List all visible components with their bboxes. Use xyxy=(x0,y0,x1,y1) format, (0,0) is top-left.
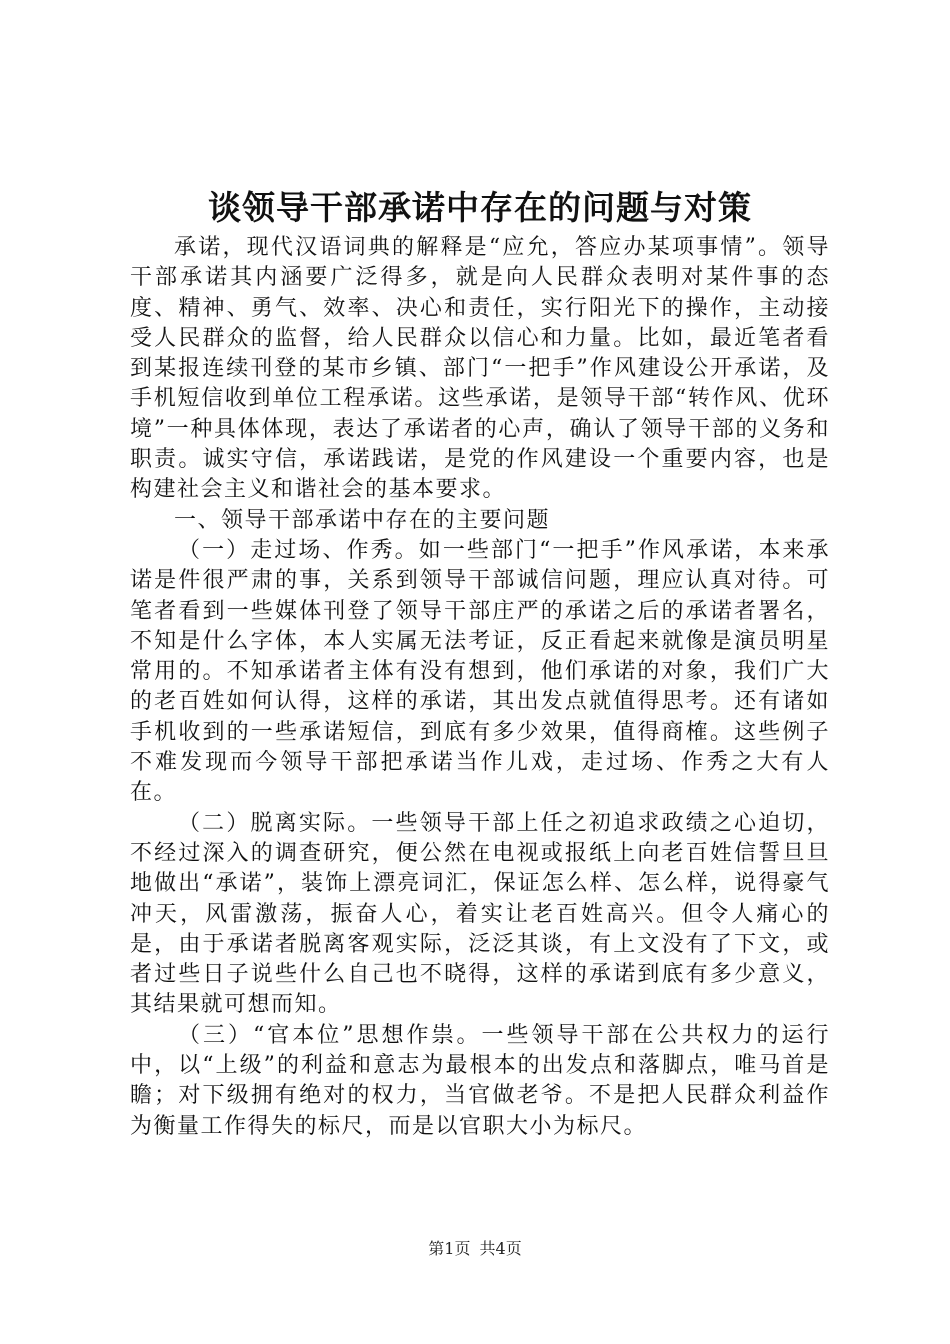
paragraph-problem-3: （三）“官本位”思想作祟。一些领导干部在公共权力的运行中，以“上级”的利益和意志为最根本的出发点和落脚点，唯马首是瞻；对下级拥有绝对的权力，当官做老爷。不是把人民群众利益作为衡量工作得失的标尺，而是以官职大小为标尺。 xyxy=(130,1022,830,1139)
document-body xyxy=(130,233,830,1142)
document-page xyxy=(130,0,830,1344)
section-heading-problems: 一、领导干部承诺中存在的主要问题 xyxy=(174,507,551,533)
paragraph-problem-2: （二）脱离实际。一些领导干部上任之初追求政绩之心迫切，不经过深入的调查研究，便公然在电视或报纸上向老百姓信誓旦旦地做出“承诺”，装饰上漂亮词汇，保证怎么样、怎么样，说得豪气冲天，风雷激荡，振奋人心，着实让老百姓高兴。但令人痛心的是，由于承诺者脱离客观实际，泛泛其谈，有上文没有了下文，或者过些日子说些什么自己也不晓得，这样的承诺到底有多少意义，其结果就可想而知。 xyxy=(130,810,830,1018)
page-total: 共4页 xyxy=(479,1239,522,1258)
paragraph-intro: 承诺，现代汉语词典的解释是“应允，答应办某项事情”。领导干部承诺其内涵要广泛得多，就是向人民群众表明对某件事的态度、精神、勇气、效率、决心和责任，实行阳光下的操作，主动接受人民群众的监督，给人民群众以信心和力量。比如，最近笔者看到某报连续刊登的某市乡镇、部门“一把手”作风建设公开承诺，及手机短信收到单位工程承诺。这些承诺，是领导干部“转作风、优环境”一种具体体现，表达了承诺者的心声，确认了领导干部的义务和职责。诚实守信，承诺践诺，是党的作风建设一个重要内容，也是构建社会主义和谐社会的基本要求。 xyxy=(130,235,830,503)
paragraph-problem-1: （一）走过场、作秀。如一些部门“一把手”作风承诺，本来承诺是件很严肃的事，关系到领导干部诚信问题，理应认真对待。可笔者看到一些媒体刊登了领导干部庄严的承诺之后的承诺者署名，不知是什么字体，本人实属无法考证，反正看起来就像是演员明星常用的。不知承诺者主体有没有想到，他们承诺的对象，我们广大的老百姓如何认得，这样的承诺，其出发点就值得思考。还有诸如手机收到的一些承诺短信，到底有多少效果，值得商榷。这些例子不难发现而今领导干部把承诺当作儿戏，走过场、作秀之大有人在。 xyxy=(130,537,830,806)
page-footer xyxy=(0,1238,950,1260)
document-title: 谈领导干部承诺中存在的问题与对策 xyxy=(208,188,752,227)
page-number: 第1页 xyxy=(428,1239,471,1258)
